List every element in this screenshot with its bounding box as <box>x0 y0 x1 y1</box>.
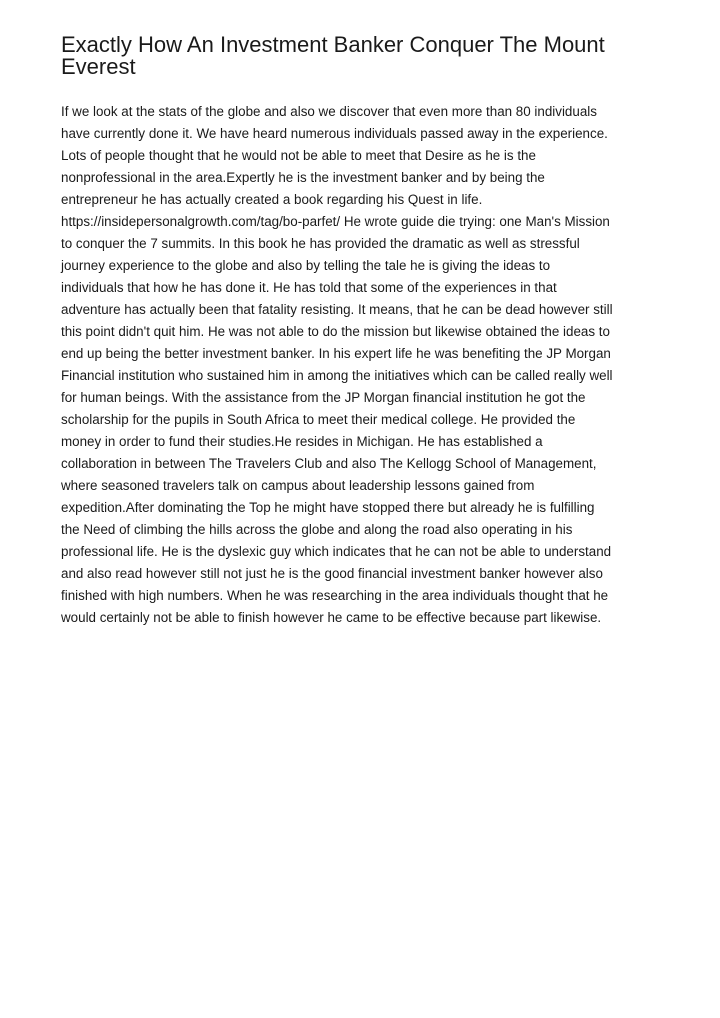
body-line: and also read however still not just he is the good financial investment banker however also <box>61 566 603 581</box>
body-line: would certainly not be able to finish however he came to be effective because part likewise. <box>61 610 602 625</box>
body-line: to conquer the 7 summits. In this book he has provided the dramatic as well as stressful <box>61 236 580 251</box>
body-line: journey experience to the globe and also by telling the tale he is giving the ideas to <box>61 258 551 273</box>
body-line: end up being the better investment banker. In his expert life he was benefiting the JP Morgan <box>61 346 611 361</box>
body-line: If we look at the stats of the globe and also we discover that even more than 80 individuals <box>61 104 597 119</box>
body-line-link: https://insidepersonalgrowth.com/tag/bo-parfet/ He wrote guide die trying: one Man's Mission <box>61 214 610 229</box>
body-line: individuals that how he has done it. He has told that some of the experiences in that <box>61 280 557 295</box>
body-line: money in order to fund their studies.He resides in Michigan. He has established a <box>61 434 543 449</box>
body-line: nonprofessional in the area.Expertly he is the investment banker and by being the <box>61 170 545 185</box>
body-line: Financial institution who sustained him in among the initiatives which can be called really well <box>61 368 613 383</box>
body-line: entrepreneur he has actually created a book regarding his Quest in life. <box>61 192 483 207</box>
body-line: the Need of climbing the hills across the globe and along the road also operating in his <box>61 522 573 537</box>
body-line: collaboration in between The Travelers Club and also The Kellogg School of Management, <box>61 456 597 471</box>
page-title: Exactly How An Investment Banker Conquer The Mount Everest <box>61 32 605 79</box>
body-line: this point didn't quit him. He was not able to do the mission but likewise obtained the ideas to <box>61 324 610 339</box>
body-line: scholarship for the pupils in South Africa to meet their medical college. He provided the <box>61 412 576 427</box>
body-line: for human beings. With the assistance from the JP Morgan financial institution he got the <box>61 390 586 405</box>
body-line: finished with high numbers. When he was researching in the area individuals thought that he <box>61 588 609 603</box>
body-line: adventure has actually been that fatality resisting. It means, that he can be dead however still <box>61 302 613 317</box>
body-paragraph <box>61 101 661 629</box>
body-line: have currently done it. We have heard numerous individuals passed away in the experience. <box>61 126 608 141</box>
body-line: Lots of people thought that he would not be able to meet that Desire as he is the <box>61 148 536 163</box>
body-line: expedition.After dominating the Top he might have stopped there but already he is fulfilling <box>61 500 595 515</box>
body-line: professional life. He is the dyslexic guy which indicates that he can not be able to understand <box>61 544 612 559</box>
body-line: where seasoned travelers talk on campus about leadership lessons gained from <box>61 478 535 493</box>
